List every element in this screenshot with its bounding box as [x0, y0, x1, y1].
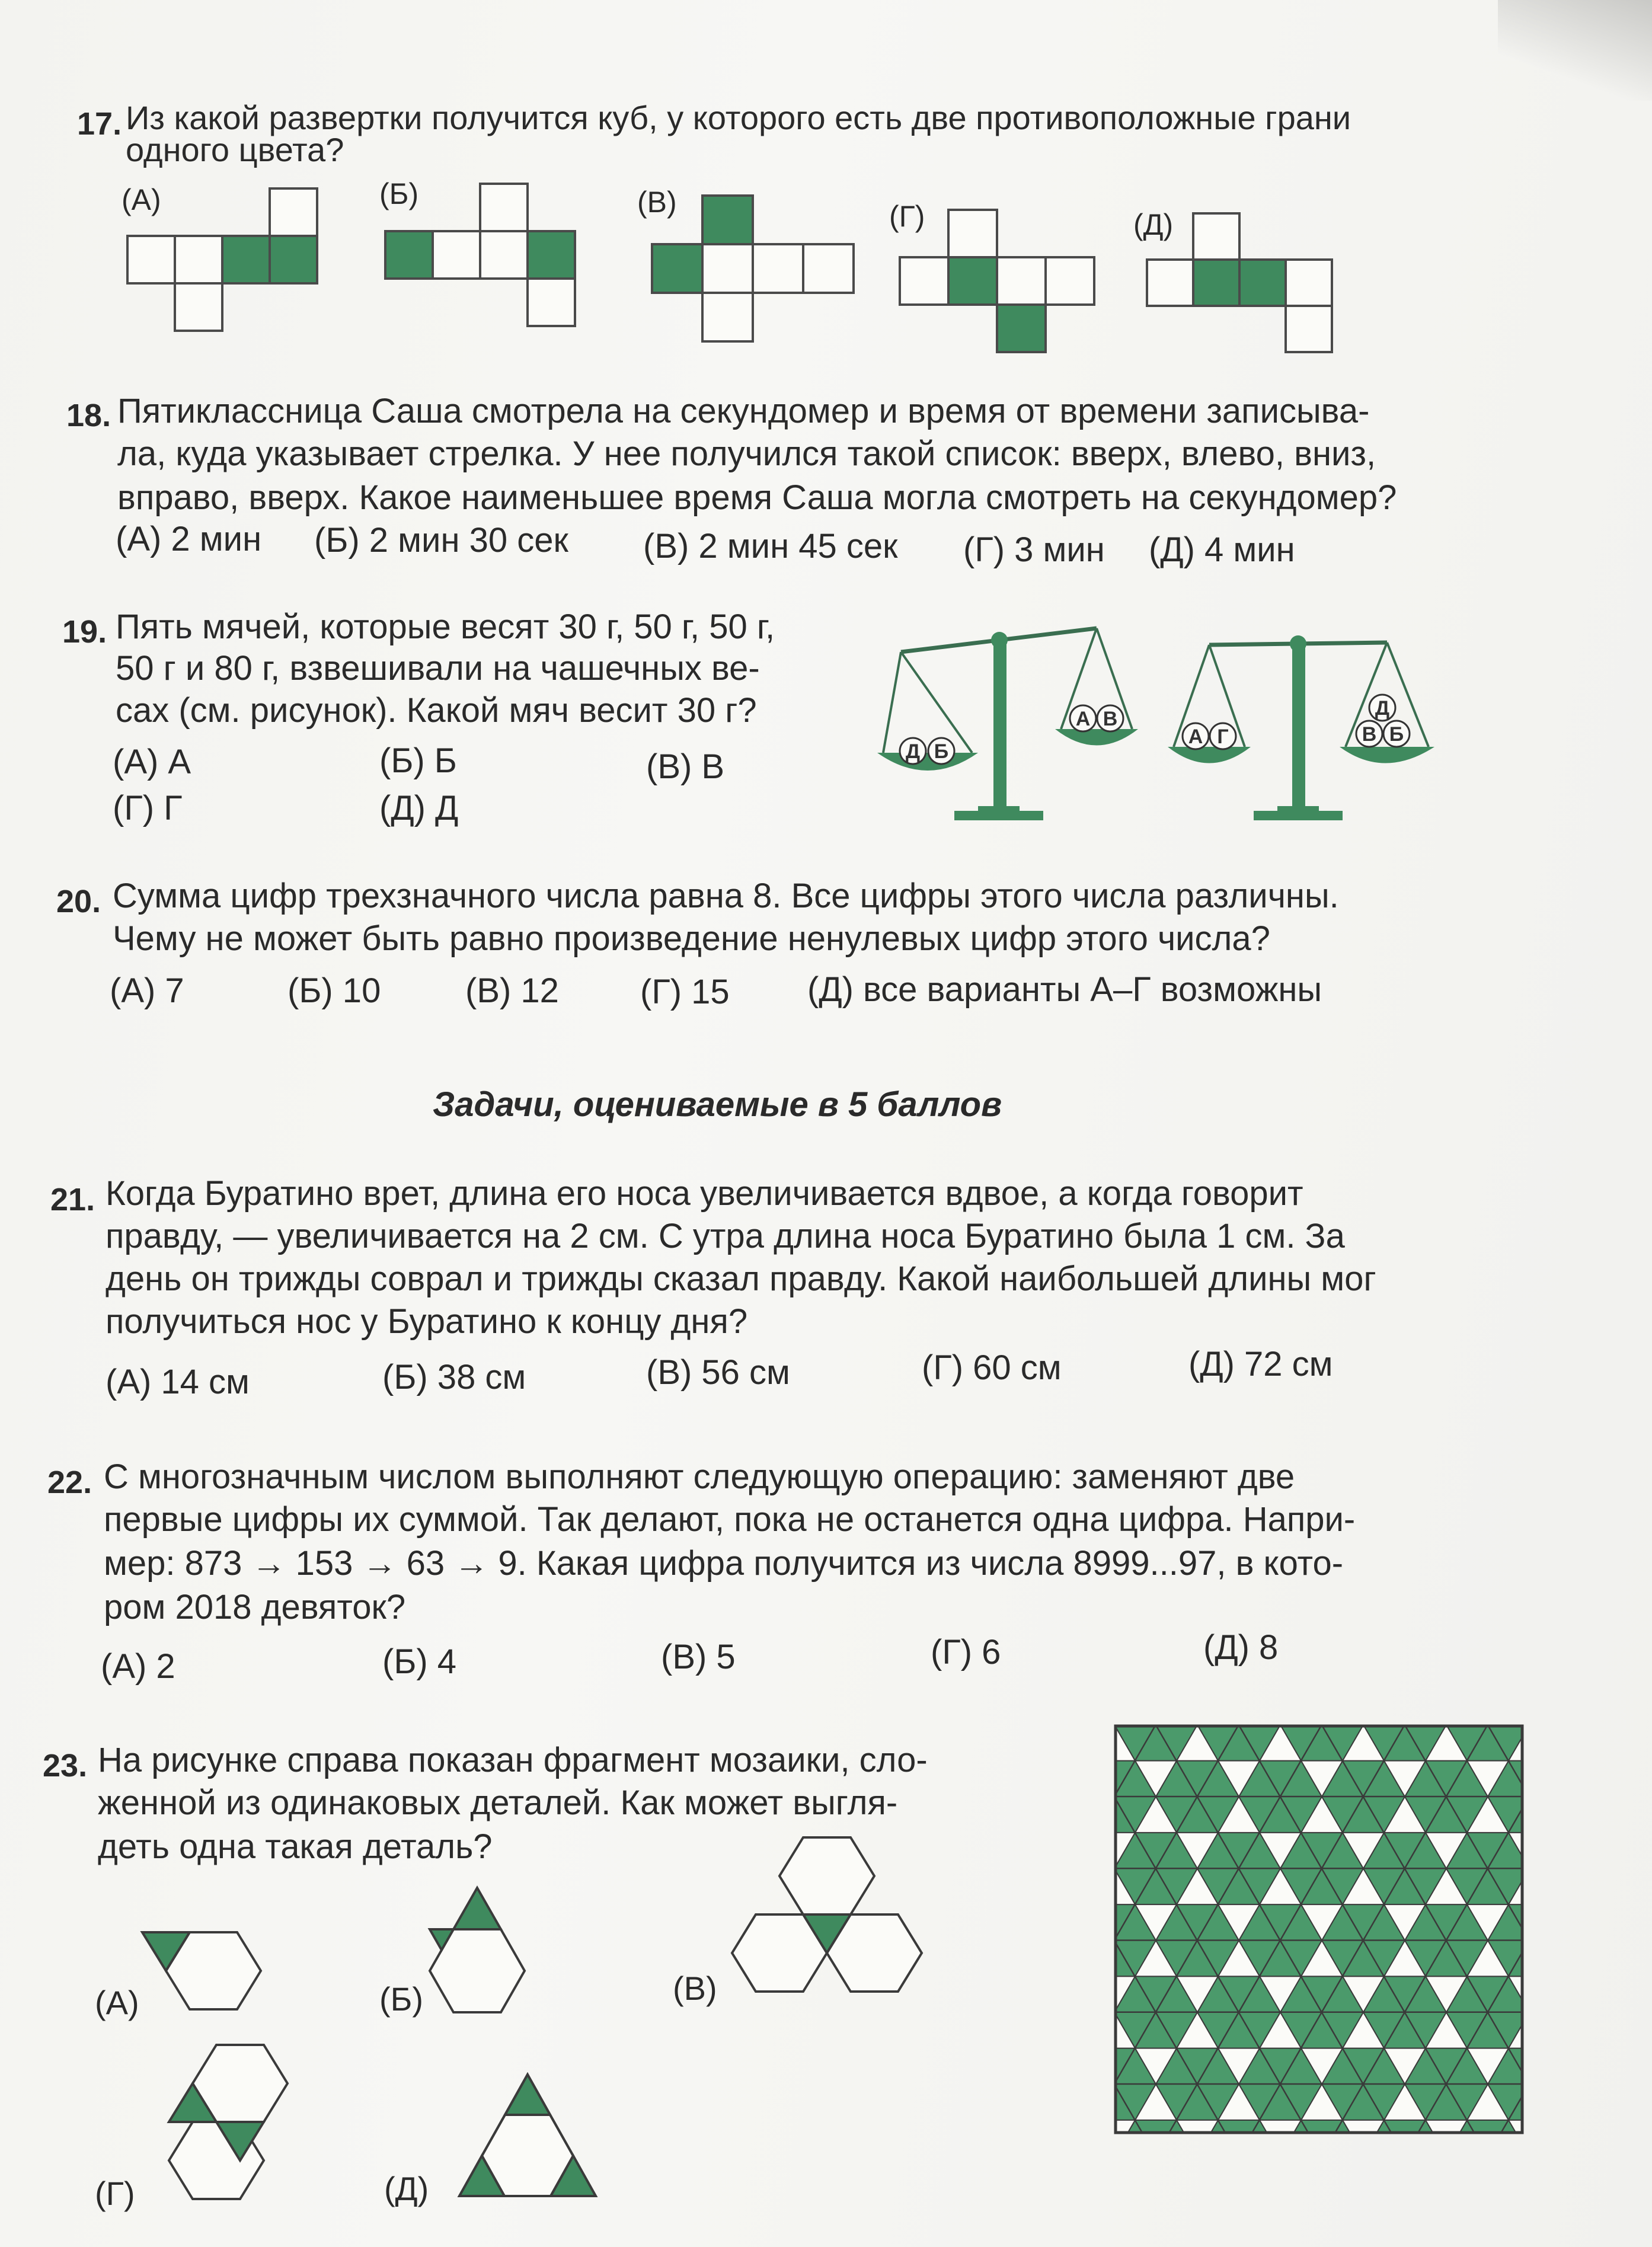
option-d[interactable]: (Д) 72 см — [1188, 1345, 1333, 1383]
option-b[interactable]: (Б) 10 — [287, 971, 381, 1010]
question-number: 19. — [62, 614, 107, 650]
question-number: 20. — [56, 884, 101, 919]
ball-label: А — [1075, 708, 1091, 730]
option-g[interactable]: (Г) 6 — [931, 1633, 1001, 1671]
question-text-line: С многозначным числом выполняют следующую операцию: заменяют две — [104, 1457, 1295, 1496]
option-label-b[interactable]: (Б) — [379, 1980, 424, 2018]
question-text-line: сах (см. рисунок). Какой мяч весит 30 г? — [116, 691, 757, 730]
question-text-line: Пятиклассница Саша смотрела на секундомер и время от времени записыва- — [117, 392, 1370, 430]
option-b[interactable]: (Б) 4 — [382, 1642, 457, 1681]
tile-shape-v — [732, 1832, 922, 1997]
option-label-g[interactable]: (Г) — [95, 2175, 135, 2212]
cube-net-b — [385, 184, 593, 338]
ball-label: Д — [905, 740, 921, 763]
question-text-line: деть одна такая деталь? — [98, 1827, 493, 1866]
option-v[interactable]: (В) 2 мин 45 сек — [643, 527, 898, 565]
option-v[interactable]: (В) 12 — [465, 971, 559, 1010]
balance-scale-right — [1180, 628, 1440, 830]
tile-shape-d — [456, 2072, 599, 2202]
question-text-line: одного цвета? — [126, 131, 344, 168]
question-text-line: женной из одинаковых деталей. Как может выгля- — [98, 1783, 898, 1822]
option-b[interactable]: (Б) Б — [379, 741, 457, 780]
question-number: 18. — [66, 398, 111, 433]
option-a[interactable]: (А) 2 — [101, 1647, 175, 1686]
option-g[interactable]: (Г) Г — [113, 789, 183, 827]
option-label-a: (А) — [122, 183, 161, 216]
question-text-line: мер: 873 → 153 → 63 → 9. Какая цифра получится из числа 8999...97, в кото- — [104, 1544, 1344, 1583]
question-text-line: ром 2018 девяток? — [104, 1588, 406, 1626]
ball-label: В — [1103, 708, 1118, 730]
question-text-line: На рисунке справа показан фрагмент мозаики, сло- — [98, 1741, 928, 1779]
ball-label: А — [1188, 725, 1203, 748]
ball-label: Г — [1217, 725, 1229, 748]
option-b[interactable]: (Б) 2 мин 30 сек — [314, 521, 568, 560]
option-label-v[interactable]: (В) — [673, 1970, 717, 2007]
option-label-d[interactable]: (Д) — [384, 2170, 429, 2207]
option-d[interactable]: (Д) 8 — [1203, 1628, 1279, 1667]
ball-label: Д — [1375, 697, 1390, 720]
cube-net-g — [900, 210, 1095, 352]
balance-scale-left — [889, 616, 1138, 830]
ball-label: В — [1362, 723, 1377, 746]
question-text-line: Когда Буратино врет, длина его носа увеличивается вдвое, а когда говорит — [106, 1174, 1303, 1213]
section-title: Задачи, оцениваемые в 5 баллов — [433, 1085, 1002, 1124]
question-number: 23. — [43, 1748, 88, 1783]
ball-label: Б — [1389, 723, 1404, 746]
option-a[interactable]: (А) 14 см — [106, 1363, 250, 1401]
tile-shape-a — [136, 1926, 267, 2015]
cube-net-d — [1147, 213, 1343, 356]
option-v[interactable]: (В) В — [646, 747, 725, 786]
page-corner-shadow — [1498, 0, 1652, 101]
option-a[interactable]: (А) 7 — [110, 971, 184, 1010]
option-label-a[interactable]: (А) — [95, 1984, 139, 2021]
question-text-line: получиться нос у Буратино к концу дня? — [106, 1302, 748, 1341]
option-d[interactable]: (Д) все варианты А–Г возможны — [807, 970, 1322, 1009]
question-text-line: Пять мячей, которые весят 30 г, 50 г, 50 г, — [116, 608, 775, 646]
question-text-line: 50 г и 80 г, взвешивали на чашечных ве- — [116, 649, 760, 688]
question-text-line: Из какой развертки получится куб, у которого есть две противоположные грани — [126, 99, 1351, 136]
option-a[interactable]: (А) А — [113, 743, 191, 781]
option-label-v: (В) — [637, 186, 677, 219]
question-text-line: ла, куда указывает стрелка. У нее получился такой список: вверх, влево, вниз, — [117, 434, 1376, 473]
option-a[interactable]: (А) 2 мин — [116, 520, 262, 558]
question-text-line: вправо, вверх. Какое наименьшее время Саша могла смотреть на секундомер? — [117, 478, 1397, 517]
question-text-line: Сумма цифр трехзначного числа равна 8. Все цифры этого числа различны. — [113, 877, 1339, 915]
question-number: 17. — [77, 106, 122, 142]
question-text-line: Чему не может быть равно произведение ненулевых цифр этого числа? — [113, 919, 1270, 958]
option-d[interactable]: (Д) Д — [379, 789, 459, 827]
option-label-b: (Б) — [379, 177, 419, 210]
cube-net-a — [127, 184, 329, 332]
option-g[interactable]: (Г) 3 мин — [963, 530, 1105, 569]
option-b[interactable]: (Б) 38 см — [382, 1358, 526, 1396]
option-label-g: (Г) — [889, 200, 925, 233]
option-g[interactable]: (Г) 15 — [640, 973, 730, 1011]
option-label-d: (Д) — [1133, 208, 1174, 241]
tile-shape-g — [151, 2039, 305, 2217]
question-number: 21. — [50, 1182, 95, 1217]
tile-shape-b — [424, 1882, 554, 2018]
question-text-line: день он трижды соврал и трижды сказал правду. Какой наибольшей длины мог — [106, 1260, 1376, 1298]
question-number: 22. — [47, 1465, 92, 1500]
question-text-line: правду, — увеличивается на 2 см. С утра длина носа Буратино была 1 см. За — [106, 1217, 1345, 1255]
ball-label: Б — [934, 740, 949, 763]
cube-net-v — [652, 196, 854, 344]
option-v[interactable]: (В) 56 см — [646, 1353, 790, 1392]
question-text-line: первые цифры их суммой. Так делают, пока не останется одна цифра. Напри- — [104, 1500, 1356, 1539]
option-g[interactable]: (Г) 60 см — [922, 1348, 1062, 1387]
mosaic-fragment — [1114, 1725, 1523, 2134]
option-d[interactable]: (Д) 4 мин — [1149, 530, 1295, 569]
option-v[interactable]: (В) 5 — [661, 1638, 736, 1676]
